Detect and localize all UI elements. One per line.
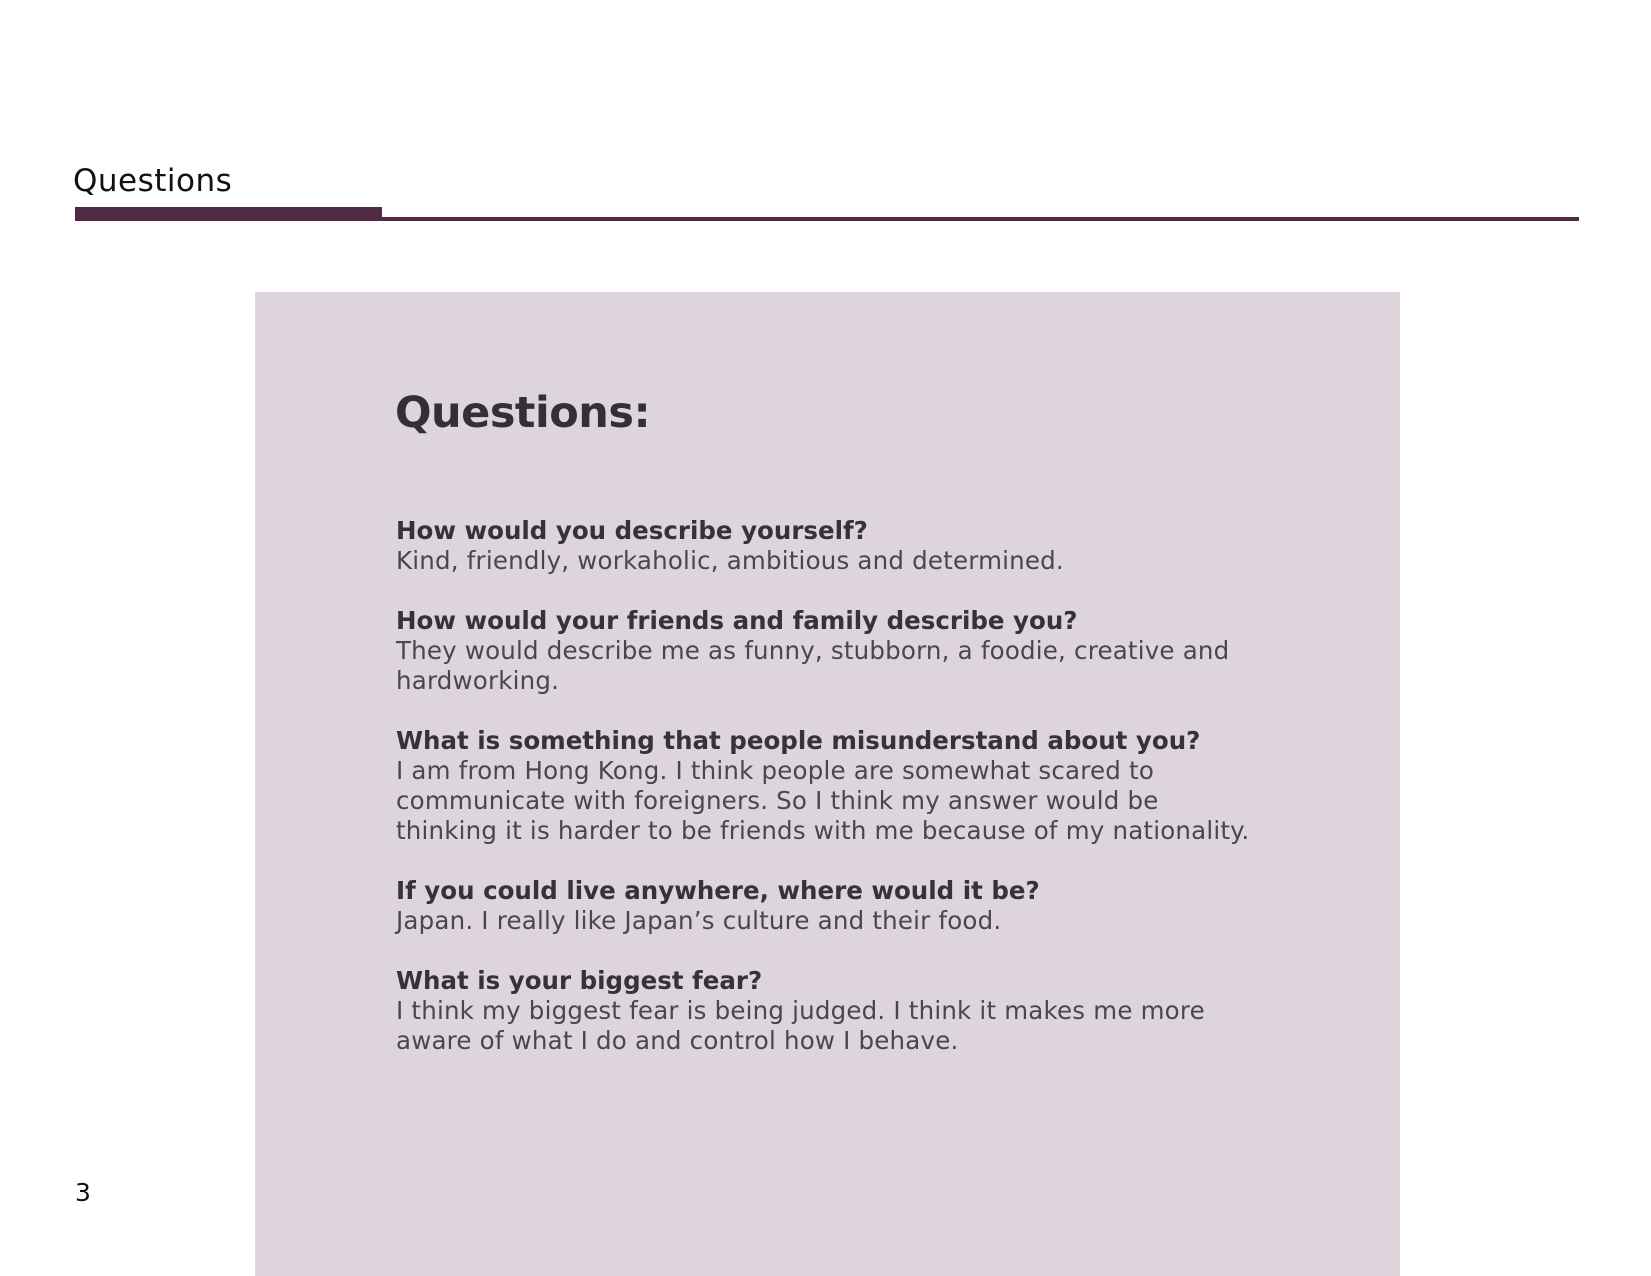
qa-item [396, 516, 1256, 576]
answer: I think my biggest fear is being judged. I think it makes me more aware of what I do and control how I behave. [396, 996, 1205, 1055]
answer: Japan. I really like Japan’s culture and their food. [396, 906, 1002, 935]
answer: Kind, friendly, workaholic, ambitious and determined. [396, 546, 1064, 575]
qa-item [396, 606, 1256, 696]
qa-list [396, 516, 1256, 1086]
question: What is your biggest fear? [396, 966, 763, 995]
answer: I am from Hong Kong. I think people are somewhat scared to communicate with foreigners. So I think my answer would be thinking it is harder to be friends with me because of my nationality. [396, 756, 1250, 845]
answer: They would describe me as funny, stubborn, a foodie, creative and hardworking. [396, 636, 1230, 695]
question: How would you describe yourself? [396, 516, 868, 545]
qa-item [396, 966, 1256, 1056]
section-rule [75, 217, 1579, 221]
questions-panel [255, 292, 1400, 1276]
qa-item [396, 876, 1256, 936]
panel-heading: Questions: [395, 388, 651, 438]
question: How would your friends and family describe you? [396, 606, 1078, 635]
page-number: 3 [75, 1178, 91, 1207]
qa-item [396, 726, 1256, 846]
question: What is something that people misunderstand about you? [396, 726, 1201, 755]
question: If you could live anywhere, where would it be? [396, 876, 1040, 905]
section-title: Questions [73, 163, 233, 199]
